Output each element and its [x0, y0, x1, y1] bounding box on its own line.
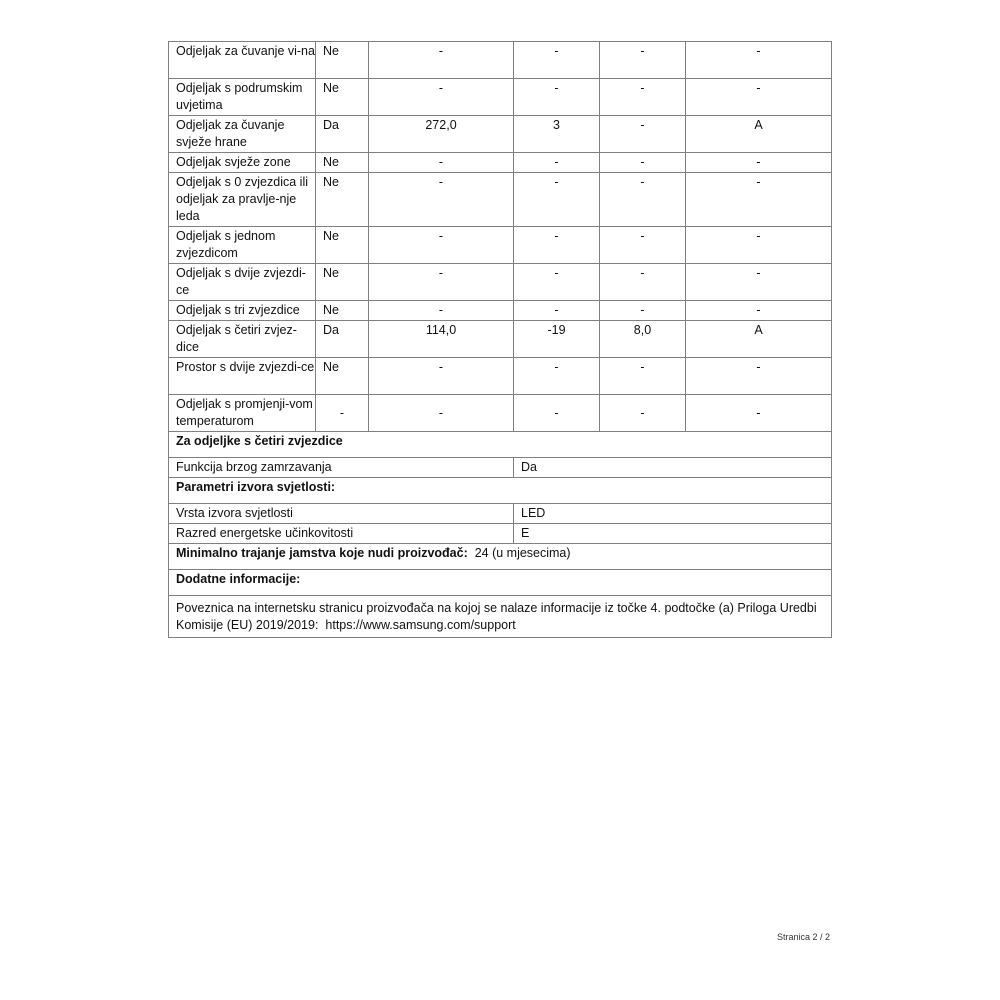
compartment-climate: - — [686, 358, 832, 395]
compartment-freezing-capacity: - — [600, 264, 686, 301]
table-row — [169, 358, 832, 395]
warranty-cell — [169, 544, 832, 570]
table-row — [169, 301, 832, 321]
compartment-volume: - — [369, 395, 514, 432]
compartment-temperature: 3 — [514, 116, 600, 153]
table-row — [169, 264, 832, 301]
compartment-temperature: -19 — [514, 321, 600, 358]
compartment-temperature: - — [514, 173, 600, 227]
table-row — [169, 395, 832, 432]
compartment-name: Odjeljak s jednom zvjezdicom — [169, 227, 316, 264]
compartment-present: Ne — [316, 153, 369, 173]
compartment-climate: - — [686, 264, 832, 301]
table-row — [169, 227, 832, 264]
energy-label-table — [168, 41, 832, 638]
compartment-present: Ne — [316, 42, 369, 79]
compartment-temperature: - — [514, 42, 600, 79]
compartment-volume: - — [369, 264, 514, 301]
compartment-present: Ne — [316, 301, 369, 321]
fast-freeze-value: Da — [514, 458, 832, 478]
table-row — [169, 79, 832, 116]
compartment-volume: - — [369, 42, 514, 79]
compartment-volume: - — [369, 153, 514, 173]
compartment-freezing-capacity: - — [600, 79, 686, 116]
additional-info-text: Poveznica na internetsku stranicu proizvođača na kojoj se nalaze informacije iz točke 4. podtočke (a) Priloga Uredbi Komisije (EU) 2019/2019: — [176, 601, 817, 632]
section-header-row — [169, 432, 832, 458]
compartment-temperature: - — [514, 264, 600, 301]
light-type-value: LED — [514, 504, 832, 524]
compartment-freezing-capacity: - — [600, 395, 686, 432]
light-type-label: Vrsta izvora svjetlosti — [169, 504, 514, 524]
compartment-volume: - — [369, 173, 514, 227]
compartment-freezing-capacity: - — [600, 301, 686, 321]
compartment-present: Ne — [316, 358, 369, 395]
compartment-volume: - — [369, 227, 514, 264]
four-star-heading: Za odjeljke s četiri zvjezdice — [169, 432, 832, 458]
energy-class-value: E — [514, 524, 832, 544]
compartment-climate: - — [686, 42, 832, 79]
compartment-climate: - — [686, 79, 832, 116]
compartment-present: Ne — [316, 227, 369, 264]
compartment-name: Odjeljak za čuvanje svježe hrane — [169, 116, 316, 153]
compartment-name: Prostor s dvije zvjezdi-ce — [169, 358, 316, 395]
table-row — [169, 42, 832, 79]
compartment-name: Odjeljak s dvije zvjezdi-ce — [169, 264, 316, 301]
compartment-climate: A — [686, 321, 832, 358]
table-row — [169, 321, 832, 358]
compartment-freezing-capacity: - — [600, 116, 686, 153]
support-link[interactable]: https://www.samsung.com/support — [325, 618, 516, 632]
compartment-present: Da — [316, 116, 369, 153]
compartment-freezing-capacity: - — [600, 358, 686, 395]
compartment-freezing-capacity: - — [600, 42, 686, 79]
compartment-temperature: - — [514, 153, 600, 173]
light-source-heading: Parametri izvora svjetlosti: — [169, 478, 832, 504]
compartment-freezing-capacity: - — [600, 153, 686, 173]
table-row — [169, 524, 832, 544]
page-number: Stranica 2 / 2 — [776, 932, 830, 942]
energy-class-label: Razred energetske učinkovitosti — [169, 524, 514, 544]
table-row — [169, 153, 832, 173]
compartment-volume: - — [369, 358, 514, 395]
compartment-name: Odjeljak za čuvanje vi-na — [169, 42, 316, 79]
compartment-temperature: - — [514, 301, 600, 321]
table-row — [169, 116, 832, 153]
warranty-label: Minimalno trajanje jamstva koje nudi proizvođač: — [176, 546, 468, 560]
compartment-temperature: - — [514, 395, 600, 432]
compartment-climate: - — [686, 395, 832, 432]
compartment-present: Da — [316, 321, 369, 358]
compartment-climate: - — [686, 227, 832, 264]
compartment-name: Odjeljak s podrumskim uvjetima — [169, 79, 316, 116]
compartment-temperature: - — [514, 227, 600, 264]
compartment-name: Odjeljak s četiri zvjez-dice — [169, 321, 316, 358]
table-row — [169, 504, 832, 524]
compartment-volume: - — [369, 79, 514, 116]
compartment-name: Odjeljak s tri zvjezdice — [169, 301, 316, 321]
warranty-value: 24 (u mjesecima) — [474, 546, 571, 560]
compartment-present: Ne — [316, 264, 369, 301]
compartment-name: Odjeljak s promjenji-vom temperaturom — [169, 395, 316, 432]
compartment-climate: - — [686, 173, 832, 227]
compartment-freezing-capacity: 8,0 — [600, 321, 686, 358]
compartment-present: - — [316, 395, 369, 432]
additional-info-heading: Dodatne informacije: — [169, 570, 832, 596]
compartment-freezing-capacity: - — [600, 173, 686, 227]
fast-freeze-label: Funkcija brzog zamrzavanja — [169, 458, 514, 478]
section-header-row — [169, 570, 832, 596]
section-header-row — [169, 478, 832, 504]
compartment-volume: - — [369, 301, 514, 321]
compartment-temperature: - — [514, 79, 600, 116]
compartment-volume: 272,0 — [369, 116, 514, 153]
compartment-present: Ne — [316, 173, 369, 227]
compartment-temperature: - — [514, 358, 600, 395]
compartment-present: Ne — [316, 79, 369, 116]
table-row — [169, 458, 832, 478]
compartment-freezing-capacity: - — [600, 227, 686, 264]
compartment-climate: - — [686, 153, 832, 173]
additional-info-cell — [169, 596, 832, 638]
compartment-name: Odjeljak svježe zone — [169, 153, 316, 173]
table-row — [169, 596, 832, 638]
compartment-climate: - — [686, 301, 832, 321]
table-row — [169, 173, 832, 227]
compartment-volume: 114,0 — [369, 321, 514, 358]
compartment-climate: A — [686, 116, 832, 153]
warranty-row — [169, 544, 832, 570]
compartment-name: Odjeljak s 0 zvjezdica ili odjeljak za pravlje-nje leda — [169, 173, 316, 227]
